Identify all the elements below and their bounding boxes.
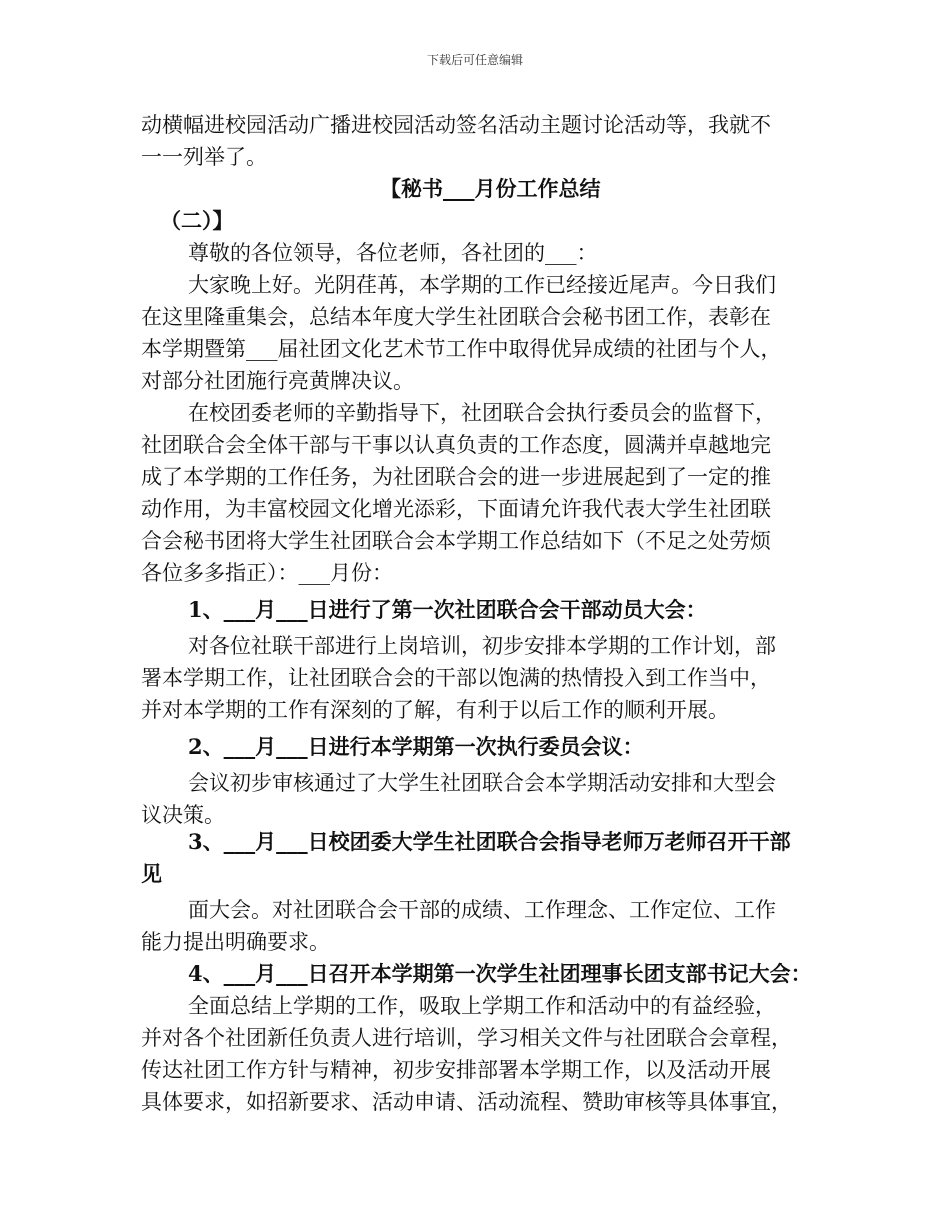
paragraph-line: 各位多多指正）：___月份：: [141, 561, 393, 585]
paragraph-line: 全面总结上学期的工作，吸取上学期工作和活动中的有益经验，: [188, 994, 776, 1018]
paragraph-line: 社团联合会全体干部与干事以认真负责的工作态度，圆满并卓越地完: [141, 433, 771, 457]
section-title-cont: （二）】: [160, 208, 234, 233]
item-heading-3-cont: 见: [141, 861, 162, 886]
salutation: 尊敬的各位领导，各位老师，各社团的___：: [188, 241, 598, 265]
paragraph-line: 本学期暨第___届社团文化艺术节工作中取得优异成绩的社团与个人，: [141, 337, 782, 361]
paragraph-line: 在校团委老师的辛勤指导下，社团联合会执行委员会的监督下，: [188, 401, 776, 425]
item-heading-4: 4、___月___日召开本学期第一次学生社团理事长团支部书记大会：: [188, 961, 812, 986]
item-heading-3: 3、___月___日校团委大学生社团联合会指导老师万老师召开干部: [188, 829, 791, 854]
paragraph-line: 并对本学期的工作有深刻的了解，有利于以后工作的顺利开展。: [141, 698, 729, 722]
paragraph-line: 会议初步审核通过了大学生社团联合会本学期活动安排和大型会: [188, 771, 776, 795]
paragraph-line: 具体要求，如招新要求、活动申请、活动流程、赞助审核等具体事宜，: [141, 1090, 792, 1114]
paragraph-line: 议决策。: [141, 803, 225, 827]
paragraph-line: 署本学期工作，让社团联合会的干部以饱满的热情投入到工作当中，: [141, 666, 771, 690]
paragraph-line: 并对各个社团新任负责人进行培训，学习相关文件与社团联合会章程，: [141, 1026, 792, 1050]
paragraph-line: 大家晚上好。光阴荏苒，本学期的工作已经接近尾声。今日我们: [188, 273, 776, 297]
paragraph-line: 动作用，为丰富校园文化增光添彩，下面请允许我代表大学生社团联: [141, 497, 771, 521]
item-heading-1: 1、___月___日进行了第一次社团联合会干部动员大会：: [188, 597, 707, 622]
paragraph-line: 面大会。对社团联合会干部的成绩、工作理念、工作定位、工作: [188, 898, 776, 922]
paragraph-line: 动横幅进校园活动广播进校园活动签名活动主题讨论活动等，我就不: [141, 113, 771, 137]
paragraph-line: 在这里隆重集会，总结本年度大学生社团联合会秘书团工作，表彰在: [141, 305, 771, 329]
item-heading-2: 2、___月___日进行本学期第一次执行委员会议：: [188, 734, 644, 759]
section-title: 【秘书___月份工作总结: [380, 176, 601, 201]
paragraph-line: 对各位社联干部进行上岗培训，初步安排本学期的工作计划，部: [188, 634, 776, 658]
paragraph-line: 对部分社团施行亮黄牌决议。: [141, 369, 414, 393]
paragraph-line: 合会秘书团将大学生社团联合会本学期工作总结如下（不足之处劳烦: [141, 529, 771, 553]
page-header: 下载后可任意编辑: [426, 53, 523, 67]
paragraph-line: 传达社团工作方针与精神，初步安排部署本学期工作，以及活动开展: [141, 1058, 771, 1082]
paragraph-line: 一一列举了。: [141, 145, 267, 169]
paragraph-line: 成了本学期的工作任务，为社团联合会的进一步进展起到了一定的推: [141, 465, 771, 489]
paragraph-line: 能力提出明确要求。: [141, 930, 330, 954]
